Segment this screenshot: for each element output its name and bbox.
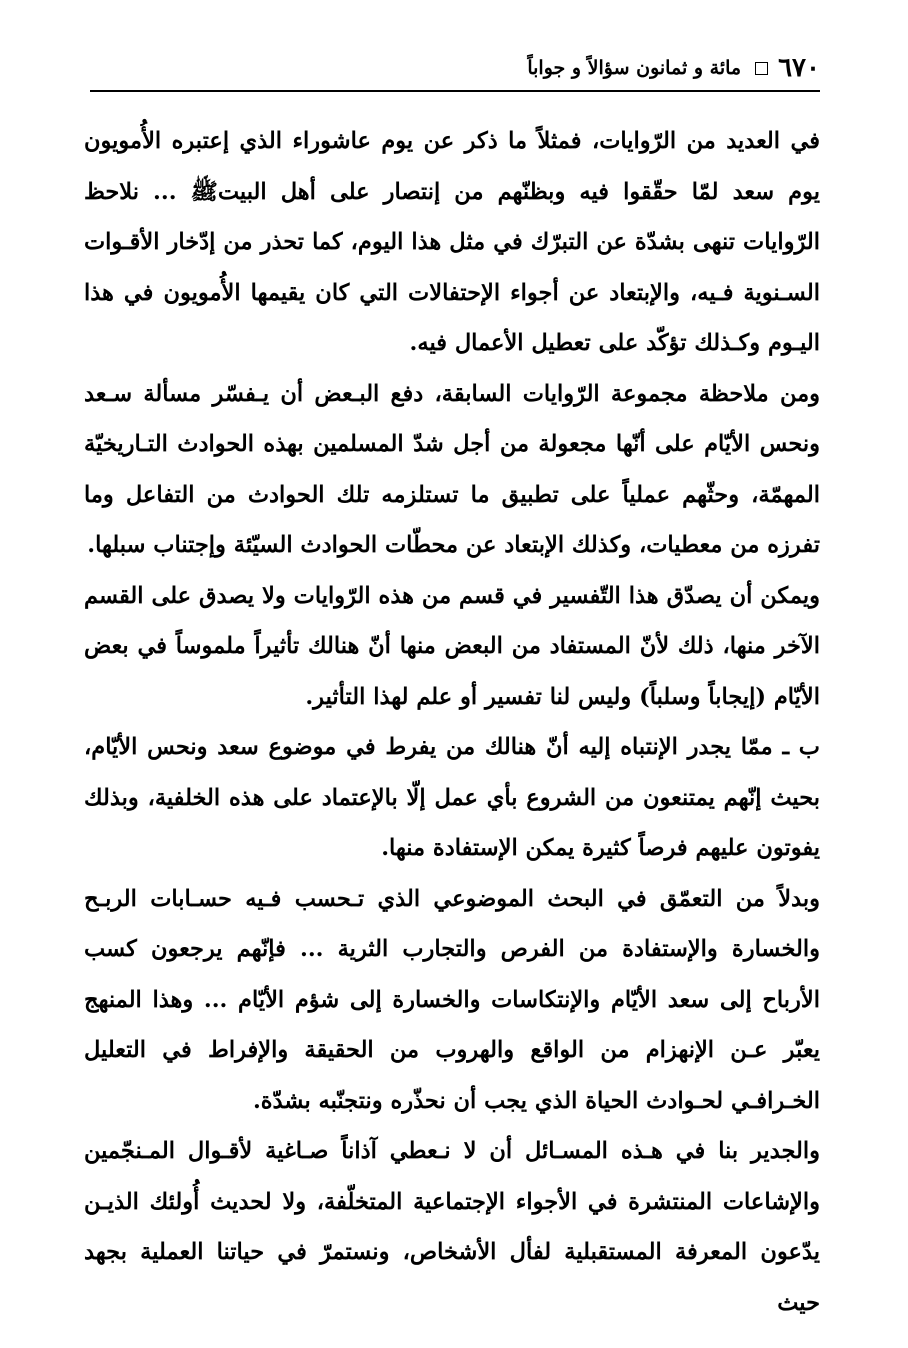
body-text [84, 116, 820, 1328]
paragraph: وبدلاً من التعمّق في البحث الموضوعي الذي تـحسب فـيه حسـابات الربـح والخسارة والإستفادة من الفرص والتجارب الثرية ... فإنّهم يرجعون كسب الأرباح إلى سعد الأيّام والإنتكاسات والخسارة إلى شؤم الأيّام ... وهذا المنهج يعبّر عـن الإنهزام من الواقع والهروب من الحقيقة والإفراط في التعليل الخـرافـي لحـوادث الحياة الذي يجب أن نحذّره ونتجنّبه بشدّة. [84, 885, 820, 1114]
page-number: ٦٧٠ [778, 53, 820, 83]
paragraph: ويمكن أن يصدّق هذا التّفسير في قسم من هذه الرّوايات ولا يصدق على القسم الآخر منها، ذلك لأنّ المستفاد من البعض منها أنّ هنالك تأثيراً ملموساً في بعض الأيّام (إيجاباً وسلباً) وليس لنا تفسير أو علم لهذا التأثير. [84, 582, 820, 710]
paragraph: ومن ملاحظة مجموعة الرّوايات السابقة، دفع البـعض أن يـفسّر مسألة سـعد ونحس الأيّام على أنّها مجعولة من أجل شدّ المسلمين بهذه الحوادث التـاريخيّة المهمّة، وحثّهم عملياً على تطبيق ما تستلزمه تلك الحوادث من التفاعل وما تفرزه من معطيات، وكذلك الإبتعاد عن محطّات الحوادث السيّئة وإجتناب سبلها. [84, 380, 820, 558]
paragraph: ب ـ ممّا يجدر الإنتباه إليه أنّ هنالك من يفرط في موضوع سعد ونحس الأيّام، بحيث إنّهم يمتنعون من الشروع بأي عمل إلّا بالإعتماد على هذه الخلفية، وبذلك يفوتون عليهم فرصاً كثيرة يمكن الإستفادة منها. [84, 734, 820, 861]
paragraph: في العديد من الرّوايات، فمثلاً ما ذكر عن يوم عاشوراء الذي إعتبره الأُمويون يوم سعد لمّا حقّقوا فيه وبظنّهم من إنتصار على أهل البيت‏ﷺ ... نلاحظ الرّوايات تنهى بشدّة عن التبرّك في مثل هذا اليوم، كما تحذر من إدّخار الأقـوات السـنوية فـيه، والإبتعاد عن أجواء الإحتفالات التي كان يقيمها الأُمويون في هذا اليـوم وكـذلك تؤكّد على تعطيل الأعمال فيه. [84, 128, 820, 356]
square-separator-icon [755, 62, 768, 75]
paragraph: والجدير بنا في هـذه المسـائل أن لا نـعطي آذاناً صـاغية لأقـوال المـنجّمين والإشاعات المنتشرة في الأجواء الإجتماعية المتخلّفة، ولا لحديث أُولئك الذيـن يدّعون المعرفة المستقبلية لفأل الأشخاص، ونستمرّ في حياتنا العملية بجهد حيث [84, 1138, 820, 1316]
running-title: مائة و ثمانون سؤالاً و جواباً [527, 57, 742, 79]
page-header [90, 52, 820, 92]
